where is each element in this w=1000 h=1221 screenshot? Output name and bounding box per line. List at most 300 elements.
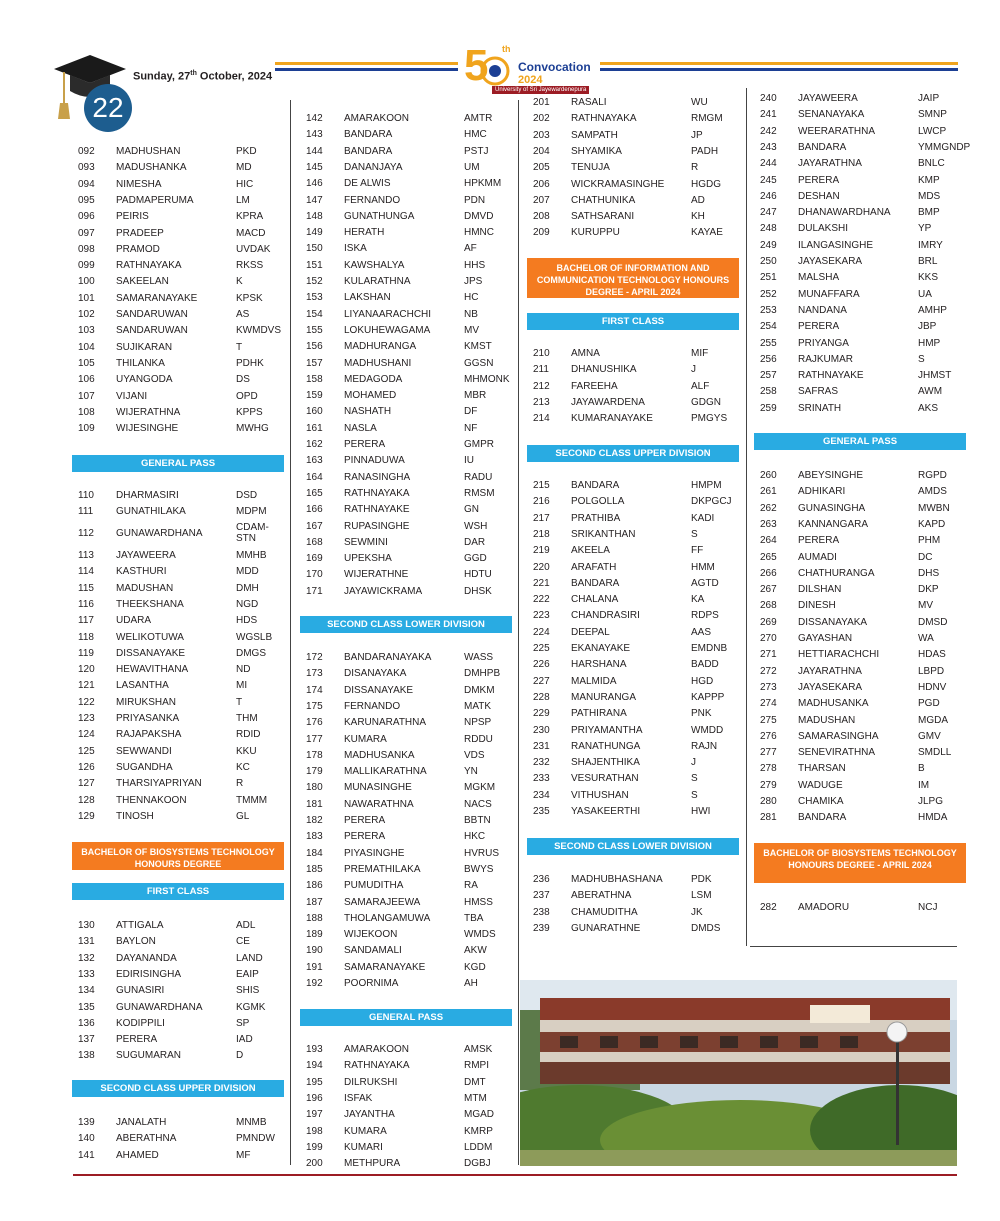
graduate-row (533, 757, 743, 773)
graduate-surname: ISFAK (344, 1092, 373, 1104)
graduate-index: 136 (78, 1017, 95, 1029)
graduate-surname: JAYAWICKRAMA (344, 585, 423, 597)
graduate-row (78, 778, 288, 794)
graduate-initials: LSM (691, 890, 712, 902)
graduate-surname: AHAMED (116, 1149, 159, 1161)
graduate-index: 259 (760, 402, 777, 414)
graduate-row (760, 272, 970, 288)
graduate-surname: KARUNARATHNA (344, 717, 427, 729)
graduate-index: 173 (306, 668, 323, 680)
graduate-row (760, 535, 970, 551)
graduate-surname: SANDARUWAN (116, 325, 188, 337)
graduate-surname: HETTIARACHCHI (798, 649, 880, 661)
graduate-row (306, 815, 516, 831)
graduate-surname: SEWWANDI (116, 745, 172, 757)
graduate-initials: HDS (236, 615, 258, 627)
graduate-index: 142 (306, 113, 323, 124)
graduate-initials: AF (464, 243, 477, 255)
graduate-row (533, 179, 743, 195)
graduate-row (306, 913, 516, 929)
graduate-surname: HARSHANA (571, 659, 627, 671)
graduate-initials: J (691, 364, 696, 376)
graduate-row (306, 1109, 516, 1125)
graduate-index: 199 (306, 1141, 323, 1153)
graduate-row (760, 142, 970, 158)
graduate-row (78, 293, 288, 309)
graduate-index: 220 (533, 561, 550, 573)
graduate-initials: HPKMM (464, 178, 502, 190)
graduate-row (78, 490, 288, 506)
graduate-surname: WIJERATHNA (116, 406, 181, 418)
graduate-index: 105 (78, 357, 95, 369)
graduate-row (306, 1077, 516, 1093)
graduate-surname: PATHIRANA (571, 708, 627, 720)
graduate-initials: DHS (918, 567, 940, 579)
graduate-surname: KANNANGARA (798, 518, 869, 530)
graduate-index: 126 (78, 761, 95, 773)
graduate-surname: PERERA (798, 535, 840, 547)
graduate-surname: THENNAKOON (116, 794, 187, 806)
graduate-surname: GAYASHAN (798, 633, 853, 644)
graduate-index: 191 (306, 961, 323, 973)
graduate-surname: SAMARAJEEWA (344, 896, 421, 908)
graduate-index: 277 (760, 747, 777, 759)
graduate-initials: DMSD (918, 616, 948, 628)
graduate-initials: HMSS (464, 896, 493, 908)
graduate-initials: HC (464, 292, 479, 304)
graduate-initials: SMDLL (918, 747, 952, 759)
graduate-index: 211 (533, 364, 549, 376)
graduate-index: 247 (760, 207, 777, 219)
logo-university: University of Sri Jayewardenepura (492, 86, 589, 94)
graduate-index: 187 (306, 896, 323, 908)
graduate-initials: GDGN (691, 396, 721, 408)
graduate-index: 193 (306, 1044, 323, 1055)
graduate-initials: KAYAE (691, 227, 723, 239)
graduate-index: 097 (78, 227, 95, 239)
graduate-row (78, 550, 288, 566)
graduate-row (306, 962, 516, 978)
graduate-row (306, 1060, 516, 1076)
graduate-index: 109 (78, 423, 95, 435)
graduate-index: 280 (760, 796, 777, 807)
graduate-index: 198 (306, 1125, 323, 1137)
graduate-index: 237 (533, 890, 550, 902)
graduate-row (78, 615, 288, 631)
graduate-surname: JAYANTHA (344, 1109, 395, 1121)
graduate-index: 128 (78, 794, 95, 806)
graduate-row (760, 649, 970, 665)
graduate-initials: GL (236, 810, 250, 822)
campus-building-photo (520, 980, 957, 1166)
graduate-index: 257 (760, 370, 777, 382)
graduate-initials: MGKM (464, 782, 496, 794)
graduate-surname: THARSIYAPRIYAN (116, 778, 202, 790)
graduate-index: 218 (533, 528, 550, 540)
graduate-surname: JAYAWEERA (116, 550, 176, 561)
graduate-index: 210 (533, 348, 550, 359)
graduate-initials: SHIS (236, 985, 260, 997)
graduate-index: 121 (78, 680, 95, 692)
graduate-index: 240 (760, 93, 777, 104)
graduate-index: 160 (306, 406, 323, 418)
graduate-row (306, 325, 516, 341)
graduate-row (78, 713, 288, 729)
graduate-initials: AMTR (464, 113, 493, 124)
graduate-surname: SUGUMARAN (116, 1050, 182, 1062)
graduate-initials: DMDS (691, 922, 721, 934)
graduate-initials: WMDS (464, 929, 496, 941)
graduate-initials: JLPG (918, 796, 944, 807)
graduate-row (78, 648, 288, 664)
graduate-index: 253 (760, 304, 777, 316)
graduate-surname: BANDARA (344, 145, 393, 157)
graduate-row (760, 109, 970, 125)
graduate-initials: MF (236, 1149, 251, 1161)
graduate-row (533, 643, 743, 659)
graduate-surname: UDARA (116, 615, 152, 627)
graduate-row (78, 506, 288, 522)
graduate-initials: RMPI (464, 1060, 489, 1072)
graduate-row (760, 682, 970, 698)
graduate-initials: BMP (918, 207, 940, 219)
graduate-index: 272 (760, 665, 777, 677)
graduate-index: 281 (760, 812, 777, 824)
graduate-index: 201 (533, 97, 550, 108)
graduate-surname: SHYAMIKA (571, 145, 622, 157)
graduate-surname: WELIKOTUWA (116, 631, 184, 643)
graduate-index: 146 (306, 178, 323, 190)
graduate-initials: KMST (464, 341, 492, 353)
graduate-row (306, 1142, 516, 1158)
graduate-initials: HDAS (918, 649, 946, 661)
graduate-index: 274 (760, 698, 777, 710)
graduate-row (760, 666, 970, 682)
graduate-initials: AMHP (918, 304, 947, 316)
graduate-surname: MADUSHANKA (116, 162, 187, 174)
graduate-initials: DC (918, 551, 933, 563)
graduate-initials: NCJ (918, 902, 938, 913)
graduate-initials: IAD (236, 1034, 253, 1046)
graduate-row (760, 354, 970, 370)
graduate-index: 194 (306, 1060, 323, 1072)
column-divider (518, 100, 519, 1165)
graduate-index: 154 (306, 308, 323, 320)
graduate-index: 269 (760, 616, 777, 628)
graduate-surname: PRIYAMANTHA (571, 724, 643, 736)
graduate-row (306, 211, 516, 227)
graduate-row (760, 715, 970, 731)
graduate-surname: SATHSARANI (571, 211, 635, 223)
graduate-initials: JBP (918, 321, 937, 333)
graduate-index: 262 (760, 502, 777, 514)
graduate-initials: LAND (236, 952, 263, 964)
graduate-initials: HMDA (918, 812, 948, 824)
graduate-index: 221 (533, 577, 550, 589)
graduate-surname: MADHUSHANI (344, 357, 412, 369)
graduate-surname: GUNATHILAKA (116, 506, 186, 518)
graduate-initials: PDN (464, 194, 486, 206)
graduate-row (78, 811, 288, 827)
graduate-index: 111 (78, 506, 94, 518)
graduate-row (760, 191, 970, 207)
graduate-surname: BANDARA (571, 577, 620, 589)
graduate-index: 104 (78, 341, 95, 353)
graduate-index: 185 (306, 863, 323, 875)
class-heading: SECOND CLASS UPPER DIVISION (72, 1080, 284, 1097)
graduate-row (760, 780, 970, 796)
graduate-row (306, 1126, 516, 1142)
graduate-initials: NB (464, 308, 478, 320)
graduate-row (760, 584, 970, 600)
graduate-initials: MD (236, 162, 252, 174)
graduate-surname: MEDAGODA (344, 373, 403, 385)
graduate-index: 235 (533, 806, 550, 817)
graduate-row (306, 178, 516, 194)
graduate-initials: UM (464, 161, 480, 173)
graduate-index: 101 (78, 292, 95, 304)
graduate-row (533, 676, 743, 692)
graduate-index: 158 (306, 373, 323, 385)
graduate-row (78, 746, 288, 762)
graduate-surname: MADHUBHASHANA (571, 874, 663, 885)
graduate-index: 233 (533, 773, 550, 785)
graduate-row (306, 129, 516, 145)
graduate-initials: YP (918, 223, 932, 235)
graduate-initials: MTM (464, 1092, 487, 1104)
graduate-index: 113 (78, 550, 94, 561)
graduate-index: 171 (306, 585, 323, 597)
graduate-surname: MALLIKARATHNA (344, 766, 427, 778)
graduate-initials: S (691, 773, 698, 785)
graduate-index: 182 (306, 815, 323, 826)
graduate-initials: KPRA (236, 211, 264, 223)
graduate-row (306, 439, 516, 455)
graduate-initials: GN (464, 504, 479, 516)
graduate-index: 100 (78, 276, 95, 288)
graduate-initials: JP (691, 129, 703, 141)
graduate-initials: MDD (236, 566, 259, 578)
graduate-index: 103 (78, 325, 95, 337)
graduate-row (78, 920, 288, 936)
graduate-surname: MUNAFFARA (798, 288, 860, 300)
graduate-initials: D (236, 1050, 244, 1062)
graduate-index: 246 (760, 190, 777, 202)
graduate-surname: PERERA (344, 815, 386, 826)
graduate-initials: DKP (918, 584, 939, 596)
graduate-surname: LIYANAARACHCHI (344, 308, 432, 320)
graduate-initials: YN (464, 766, 478, 778)
graduate-initials: CE (236, 936, 250, 948)
graduate-initials: HMM (691, 561, 715, 573)
graduate-surname: WEERARATHNA (798, 125, 876, 137)
graduate-row (533, 725, 743, 741)
graduate-surname: FAREEHA (571, 380, 618, 392)
graduate-index: 196 (306, 1092, 323, 1104)
graduate-row (306, 569, 516, 585)
graduate-initials: IU (464, 455, 474, 467)
graduate-surname: CHATHURANGA (798, 567, 875, 579)
footer-rule (73, 1174, 957, 1176)
graduate-row (533, 397, 743, 413)
graduate-surname: PERERA (116, 1034, 158, 1046)
graduate-surname: PRIYASANKA (116, 713, 180, 724)
graduate-row (760, 600, 970, 616)
graduate-index: 227 (533, 675, 550, 687)
graduate-row (78, 423, 288, 439)
graduate-initials: HWI (691, 806, 711, 817)
graduate-index: 138 (78, 1050, 95, 1062)
graduate-initials: S (691, 789, 698, 801)
graduate-surname: PIYASINGHE (344, 847, 405, 859)
graduate-index: 131 (78, 936, 95, 948)
graduate-index: 127 (78, 778, 95, 790)
graduate-surname: SUJIKARAN (116, 341, 173, 353)
graduate-row (760, 486, 970, 502)
graduate-index: 215 (533, 480, 550, 491)
graduate-initials: PMNDW (236, 1133, 275, 1145)
graduate-surname: MADHUSANKA (798, 698, 869, 710)
graduate-row (760, 902, 970, 918)
graduate-initials: ND (236, 664, 251, 676)
graduate-index: 141 (78, 1149, 95, 1161)
graduate-surname: KODIPPILI (116, 1017, 165, 1029)
graduate-row (533, 594, 743, 610)
graduate-initials: HMC (464, 129, 487, 141)
graduate-initials: GGD (464, 553, 487, 565)
logo-year: 2024 (518, 74, 543, 86)
graduate-row (533, 348, 743, 364)
graduate-initials: KGMK (236, 1001, 266, 1013)
graduate-surname: WIJERATHNE (344, 569, 409, 581)
graduate-index: 115 (78, 582, 94, 594)
graduate-initials: T (236, 696, 243, 708)
graduate-row (306, 423, 516, 439)
graduate-initials: LM (236, 194, 250, 206)
graduate-index: 143 (306, 129, 323, 141)
graduate-initials: R (691, 162, 699, 174)
graduate-index: 159 (306, 390, 323, 402)
graduate-index: 124 (78, 729, 95, 741)
graduate-initials: DMVD (464, 210, 494, 222)
graduate-initials: PHM (918, 535, 941, 547)
graduate-initials: DMH (236, 582, 259, 594)
graduate-initials: HMNC (464, 227, 494, 239)
graduate-surname: PREMATHILAKA (344, 863, 421, 875)
graduate-initials: THM (236, 713, 258, 724)
graduate-index: 234 (533, 789, 550, 801)
graduate-initials: HKC (464, 831, 486, 843)
graduate-index: 225 (533, 643, 550, 654)
graduate-initials: PSTJ (464, 145, 489, 157)
graduate-index: 119 (78, 647, 94, 659)
graduate-surname: NASLA (344, 422, 377, 434)
class-heading: GENERAL PASS (754, 433, 966, 450)
graduate-surname: TINOSH (116, 810, 154, 822)
graduate-row (533, 211, 743, 227)
graduate-surname: DISSANAYAKE (344, 684, 414, 696)
graduate-index: 241 (760, 109, 777, 121)
graduate-row (533, 659, 743, 675)
graduate-row (306, 521, 516, 537)
graduate-initials: RKSS (236, 260, 264, 272)
graduate-row (306, 537, 516, 553)
graduate-row (78, 228, 288, 244)
issue-date: Sunday, 27th October, 2024 (133, 70, 273, 83)
graduate-index: 135 (78, 1001, 95, 1013)
graduate-surname: DEEPAL (571, 626, 610, 638)
graduate-surname: MOHAMED (344, 390, 397, 402)
graduate-row (306, 146, 516, 162)
graduate-initials: S (918, 353, 925, 365)
graduate-initials: AGTD (691, 577, 719, 589)
graduate-row (78, 146, 288, 162)
graduate-row (533, 890, 743, 906)
graduate-row (78, 680, 288, 696)
graduate-initials: RMGM (691, 113, 723, 125)
graduate-row (533, 562, 743, 578)
graduate-surname: ADHIKARI (798, 486, 846, 498)
graduate-index: 282 (760, 902, 777, 913)
graduate-row (78, 985, 288, 1001)
graduate-row (306, 1044, 516, 1060)
graduate-surname: RATHNAYAKA (116, 260, 182, 272)
graduate-surname: MALMIDA (571, 675, 617, 687)
graduate-index: 102 (78, 309, 95, 320)
graduate-surname: ARAFATH (571, 561, 617, 573)
graduate-index: 229 (533, 708, 550, 720)
graduate-index: 242 (760, 125, 777, 137)
graduate-initials: DS (236, 374, 250, 386)
graduate-surname: DISSANAYAKE (116, 647, 186, 659)
graduate-surname: WADUGE (798, 779, 843, 791)
graduate-surname: JAYARATHNA (798, 665, 862, 677)
graduate-initials: HDTU (464, 569, 492, 581)
graduate-row (78, 325, 288, 341)
graduate-row (306, 374, 516, 390)
graduate-initials: RDID (236, 729, 261, 741)
graduate-index: 189 (306, 929, 323, 941)
graduate-initials: GMPR (464, 439, 494, 450)
graduate-index: 209 (533, 227, 550, 239)
graduate-row (306, 260, 516, 276)
graduate-surname: ISKA (344, 243, 367, 255)
logo-five: 5 (464, 41, 489, 90)
graduate-surname: SEWMINI (344, 536, 388, 548)
graduate-index: 140 (78, 1133, 95, 1145)
graduate-row (306, 734, 516, 750)
graduate-surname: THARSAN (798, 763, 846, 775)
graduate-surname: CHATHUNIKA (571, 194, 636, 206)
graduate-surname: CHAMUDITHA (571, 906, 638, 918)
graduate-index: 093 (78, 162, 95, 174)
graduate-index: 170 (306, 569, 323, 581)
graduate-initials: RGPD (918, 470, 947, 481)
graduate-row (533, 146, 743, 162)
degree-heading: BACHELOR OF BIOSYSTEMS TECHNOLOGY HONOURS DEGREE - APRIL 2024 (754, 843, 966, 883)
graduate-index: 275 (760, 714, 777, 726)
graduate-surname: AUMADI (798, 551, 837, 563)
graduate-index: 205 (533, 162, 550, 174)
graduate-index: 195 (306, 1076, 323, 1088)
graduate-index: 148 (306, 210, 323, 222)
graduate-index: 232 (533, 757, 550, 769)
graduate-index: 264 (760, 535, 777, 547)
class-heading: SECOND CLASS LOWER DIVISION (527, 838, 739, 855)
graduate-initials: AWM (918, 386, 943, 398)
graduate-initials: RMSM (464, 487, 495, 499)
graduate-initials: UA (918, 288, 932, 300)
